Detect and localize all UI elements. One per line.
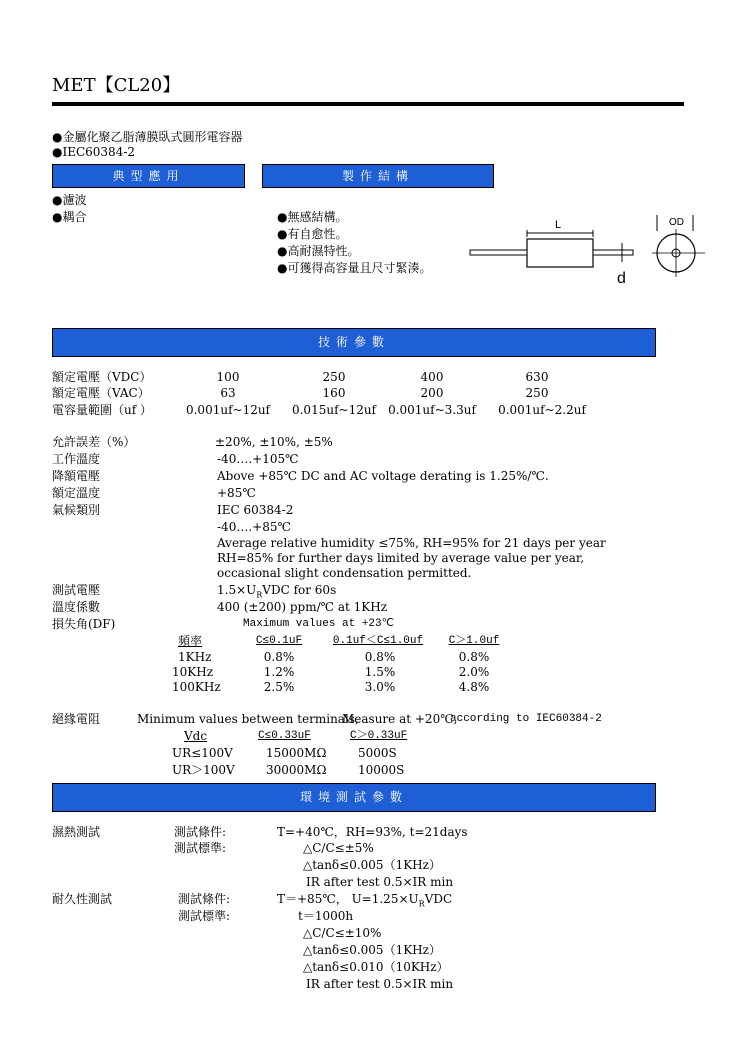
ir-value: 5000S <box>358 746 397 760</box>
df-freq: 10KHz <box>172 665 214 679</box>
temp-coefficient-value: 400 (±200) ppm/℃ at 1KHz <box>217 600 388 614</box>
dimension-label-d: d <box>617 270 626 287</box>
env-test-header: 環境測試參數 <box>52 783 656 812</box>
ir-value: 10000S <box>358 763 405 777</box>
derating-value: Above +85℃ DC and AC voltage derating is 1.25%/℃. <box>217 469 549 483</box>
application-item: ●濾波 <box>52 193 87 207</box>
climate-line: RH=85% for further days limited by average value per year, <box>217 551 585 565</box>
df-freq: 1KHz <box>178 650 212 664</box>
product-description: ●金屬化聚乙脂薄膜臥式圓形電容器 <box>52 130 243 144</box>
ir-voltage: UR≤100V <box>172 746 233 760</box>
tolerance-value: ±20%, ±10%, ±5% <box>215 435 333 449</box>
derating-label: 降額電壓 <box>52 469 101 483</box>
df-header-freq: 頻率 <box>178 634 203 648</box>
climate-category-label: 氣候類別 <box>52 503 101 517</box>
df-value: 0.8% <box>364 650 396 664</box>
insulation-measure: Measure at +20℃, <box>342 712 458 726</box>
insulation-desc: Minimum values between terminals, <box>137 712 359 726</box>
test-voltage-value: $1.5\times U_RVDC$ for 60s <box>217 583 337 600</box>
endurance-test-label: 耐久性測試 <box>52 892 113 906</box>
df-caption: Maximum values at +23℃ <box>243 618 394 630</box>
humidity-standard: △tanδ≤0.005（1KHz） <box>303 858 441 872</box>
operating-temp-label: 工作溫度 <box>52 452 101 466</box>
climate-line: Average relative humidity ≤75%, RH=95% for 21 days per year <box>217 536 606 550</box>
endurance-standard: t＝1000h <box>298 909 354 923</box>
df-value: 2.0% <box>458 665 490 679</box>
humidity-test-label: 濕熱測試 <box>52 825 101 839</box>
endurance-standard: △C/C≤±10% <box>303 926 382 940</box>
operating-temp-value: -40….+105℃ <box>217 452 299 466</box>
test-condition-label: 測試條件: <box>178 892 231 906</box>
tolerance-label: 允許誤差（%） <box>52 435 136 449</box>
df-value: 1.5% <box>364 665 396 679</box>
df-value: 4.8% <box>458 680 490 694</box>
construction-header: 製作結構 <box>262 164 494 188</box>
capacitance-range-value: 0.001uf~3.3uf <box>388 403 476 417</box>
rated-vac-value: 250 <box>525 386 549 400</box>
rated-vdc-label: 額定電壓（VDC） <box>52 370 152 384</box>
application-item: ●耦合 <box>52 210 87 224</box>
df-value: 0.8% <box>263 650 295 664</box>
page-title: MET【CL20】 <box>52 75 181 96</box>
df-header: 0.1uf＜C≤1.0uf <box>332 635 424 647</box>
climate-line: IEC 60384-2 <box>217 503 294 517</box>
test-voltage-label: 測試電壓 <box>52 583 101 597</box>
capacitance-range-value: 0.001uf~12uf <box>185 403 271 417</box>
rated-vdc-value: 250 <box>322 370 346 384</box>
feature-item: ●高耐濕特性。 <box>277 244 360 258</box>
climate-line: -40….+85℃ <box>217 520 291 534</box>
application-header: 典型應用 <box>52 164 245 188</box>
df-value: 3.0% <box>364 680 396 694</box>
capacitor-diagram <box>460 205 710 290</box>
df-header: C≤0.1uF <box>255 635 303 647</box>
rated-vac-label: 額定電壓（VAC） <box>52 386 150 400</box>
rated-vac-value: 63 <box>220 386 236 400</box>
rated-temp-label: 額定溫度 <box>52 486 101 500</box>
ir-value: 30000MΩ <box>266 763 327 777</box>
climate-line: occasional slight condensation permitted. <box>217 566 472 580</box>
rated-temp-value: +85℃ <box>217 486 256 500</box>
tech-params-header: 技術參數 <box>52 328 656 357</box>
humidity-condition: T=+40℃，RH=93%, t=21days <box>277 825 468 839</box>
capacitance-range-value: 0.015uf~12uf <box>291 403 377 417</box>
insulation-label: 絕緣電阻 <box>52 712 101 726</box>
rated-vdc-value: 400 <box>420 370 444 384</box>
ir-header-vdc: Vdc <box>184 729 208 743</box>
rated-vac-value: 160 <box>322 386 346 400</box>
ir-header: C≤0.33uF <box>258 730 311 742</box>
title-rule <box>52 102 684 106</box>
capacitance-range-value: 0.001uf~2.2uf <box>498 403 586 417</box>
ir-header: C＞0.33uF <box>350 730 408 742</box>
feature-item: ●無感結構。 <box>277 210 348 224</box>
test-condition-label: 測試條件: <box>174 825 227 839</box>
test-standard-label: 測試標準: <box>174 841 227 855</box>
rated-vac-value: 200 <box>420 386 444 400</box>
dissipation-factor-label: 損失角(DF) <box>52 617 116 631</box>
df-freq: 100KHz <box>172 680 221 694</box>
endurance-condition: T＝+85℃， $U=1.25\times U_RVDC$ <box>277 892 453 909</box>
df-value: 2.5% <box>263 680 295 694</box>
endurance-standard: △tanδ≤0.005（1KHz） <box>303 943 441 957</box>
capacitance-range-label: 電容量範圍（uf ） <box>52 403 152 417</box>
df-header: C＞1.0uf <box>448 635 500 647</box>
insulation-standard: according to IEC60384-2 <box>450 713 602 725</box>
endurance-standard: IR after test 0.5×IR min <box>306 977 454 991</box>
temp-coefficient-label: 溫度係數 <box>52 600 101 614</box>
ir-voltage: UR＞100V <box>172 763 235 777</box>
ir-value: 15000MΩ <box>266 746 327 760</box>
dimension-label-od: OD <box>669 217 684 228</box>
dimension-label-l: L <box>555 219 562 231</box>
humidity-standard: △C/C≤±5% <box>303 841 374 855</box>
humidity-standard: IR after test 0.5×IR min <box>306 875 454 889</box>
standard-line: ●IEC60384-2 <box>52 145 136 159</box>
rated-vdc-value: 100 <box>216 370 240 384</box>
rated-vdc-value: 630 <box>525 370 549 384</box>
test-standard-label: 測試標準: <box>178 909 231 923</box>
feature-item: ●可獲得高容量且尺寸緊湊。 <box>277 261 432 275</box>
feature-item: ●有自愈性。 <box>277 227 348 241</box>
endurance-standard: △tanδ≤0.010（10KHz） <box>303 960 449 974</box>
df-value: 0.8% <box>458 650 490 664</box>
df-value: 1.2% <box>263 665 295 679</box>
